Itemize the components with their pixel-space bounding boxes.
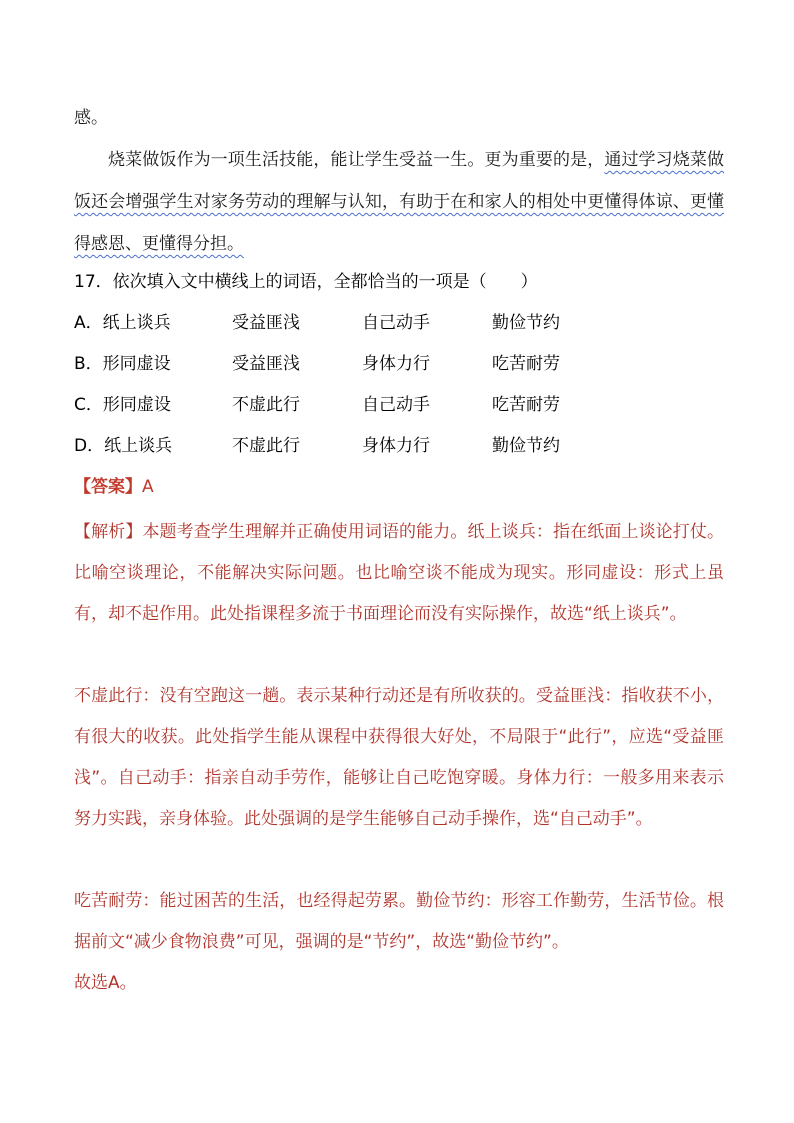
option-label: D．纸上谈兵	[74, 436, 173, 456]
option-word: 受益匪浅	[232, 354, 300, 374]
option-word: 自己动手	[362, 395, 430, 415]
option-word: 勤俭节约	[492, 313, 560, 333]
option-word: 不虚此行	[232, 395, 300, 415]
options-list	[74, 303, 724, 467]
option-d	[74, 426, 724, 467]
option-label: A．纸上谈兵	[74, 313, 171, 333]
option-word: 吃苦耐劳	[492, 395, 560, 415]
explanation-paragraph-3: 吃苦耐劳：能过困苦的生活，也经得起劳累。勤俭节约：形容工作勤劳，生活节俭。根据前文“减少食物浪费”可见，强调的是“节约”，故选“勤俭节约”。	[74, 891, 724, 952]
option-word: 身体力行	[362, 436, 430, 456]
explanation-conclusion: 故选A。	[74, 973, 137, 993]
answer-line	[74, 467, 154, 507]
option-c	[74, 385, 724, 426]
answer-tag: 【答案】	[74, 477, 142, 497]
option-b	[74, 344, 724, 385]
option-a	[74, 303, 724, 344]
option-word: 自己动手	[362, 313, 430, 333]
explanation-text: 本题考查学生理解并正确使用词语的能力。纸上谈兵：指在纸面上谈论打仗。比喻空谈理论，不能解决实际问题。也比喻空谈不能成为现实。形同虚设：形式上虽有，却不起作用。此处指课程多流于书面理论而没有实际操作，故选“纸上谈兵”。	[74, 522, 725, 624]
option-word: 不虚此行	[232, 436, 300, 456]
passage-underlined-text: 通过学习烧菜做饭还会增强学生对家务劳动的理解与认知，有助于在和家人的相处中更懂得体谅、更懂得感恩、更懂得分担。	[74, 150, 725, 254]
passage-tail: 感。	[74, 108, 108, 128]
option-word: 勤俭节约	[492, 436, 560, 456]
explanation-paragraph-2: 不虚此行：没有空跑这一趟。表示某种行动还是有所收获的。受益匪浅：指收获不小，有很大的收获。此处指学生能从课程中获得很大好处，不局限于“此行”，应选“受益匪浅”。自己动手：指亲自动手劳作，能够让自己吃饱穿暖。身体力行：一般多用来表示努力实践，亲身体验。此处强调的是学生能够自己动手操作，选“自己动手”。	[74, 686, 724, 829]
option-label: B．形同虚设	[74, 354, 171, 374]
option-label: C．形同虚设	[74, 395, 171, 415]
explanation-paragraph-1	[74, 512, 724, 635]
option-word: 受益匪浅	[232, 313, 300, 333]
option-word: 身体力行	[362, 354, 430, 374]
explanation-tag: 【解析】	[74, 522, 143, 542]
passage-plain-text: 烧菜做饭作为一项生活技能，能让学生受益一生。更为重要的是，	[108, 150, 605, 170]
answer-value: A	[142, 477, 154, 497]
question-stem: 17．依次填入文中横线上的词语，全都恰当的一项是（ ）	[74, 272, 538, 292]
passage-paragraph	[74, 139, 724, 265]
option-word: 吃苦耐劳	[492, 354, 560, 374]
